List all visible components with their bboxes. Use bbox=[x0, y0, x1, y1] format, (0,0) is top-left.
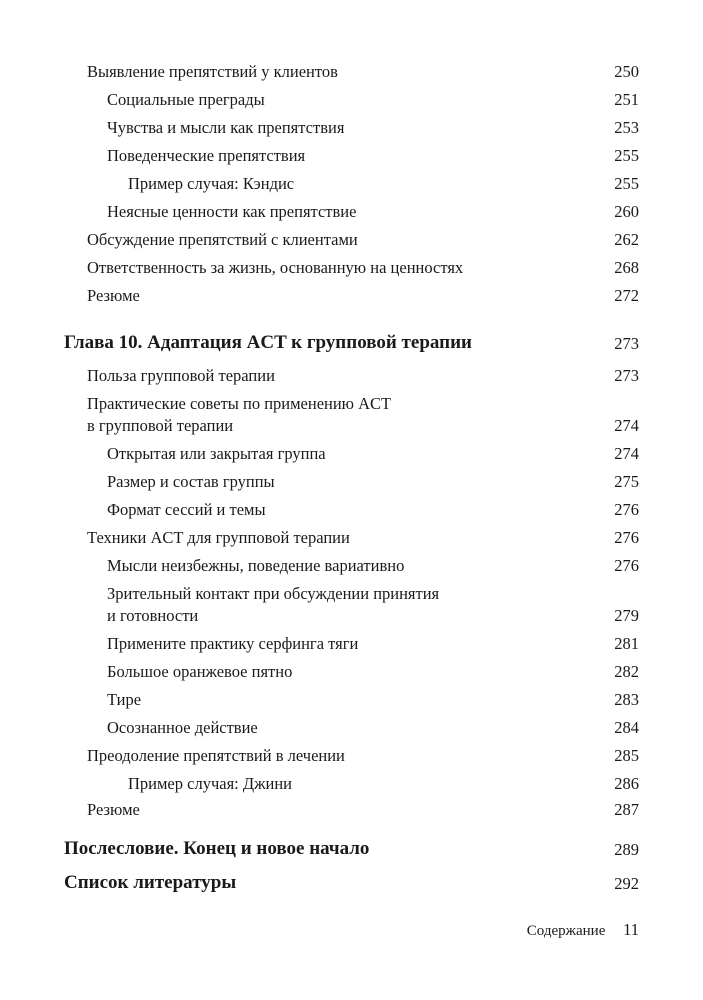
toc-entry-page: 274 bbox=[614, 444, 639, 463]
toc-entry-page: 286 bbox=[614, 774, 639, 793]
toc-entry-title: Большое оранжевое пятно bbox=[107, 662, 293, 681]
toc-entry-page: 273 bbox=[614, 366, 639, 385]
toc-entry-title: Пример случая: Кэндис bbox=[128, 174, 295, 193]
toc-entry-title: Зрительный контакт при обсуждении принятия bbox=[107, 584, 440, 603]
toc-entry-page: 281 bbox=[614, 634, 639, 653]
toc-entry-title: Резюме bbox=[87, 286, 140, 305]
toc-entry-page: 276 bbox=[614, 500, 639, 519]
toc-entry-page: 279 bbox=[614, 606, 639, 625]
toc-entry-page: 255 bbox=[614, 174, 639, 193]
toc-entry-title: Мысли неизбежны, поведение вариативно bbox=[107, 556, 405, 575]
toc-entry-page: 251 bbox=[614, 90, 639, 109]
toc-chapter-title: Список литературы bbox=[64, 872, 237, 893]
toc-entry-title: Поведенческие препятствия bbox=[107, 146, 306, 165]
toc-entry-page: 285 bbox=[614, 746, 639, 765]
toc-entry-page: 260 bbox=[614, 202, 639, 221]
toc-entry-title: Практические советы по применению ACT bbox=[87, 394, 392, 413]
toc-chapter-title: Глава 10. Адаптация ACT к групповой терапии bbox=[64, 332, 472, 353]
toc-entry-title-continued: в групповой терапии bbox=[87, 416, 234, 435]
page-number: 11 bbox=[623, 920, 639, 939]
toc-entry-title: Тире bbox=[107, 690, 142, 709]
toc-entry-title: Осознанное действие bbox=[107, 718, 258, 737]
toc-entry-page: 255 bbox=[614, 146, 639, 165]
toc-entry-title: Техники ACT для групповой терапии bbox=[87, 528, 350, 547]
toc-entry-page: 274 bbox=[614, 416, 639, 435]
toc-entry-page: 273 bbox=[614, 334, 639, 353]
toc-entry-page: 292 bbox=[614, 874, 639, 893]
toc-entry-title: Чувства и мысли как препятствия bbox=[107, 118, 345, 137]
toc-entry-page: 287 bbox=[614, 800, 639, 819]
toc-entry-page: 282 bbox=[614, 662, 639, 681]
running-footer-section: Содержание bbox=[526, 923, 606, 939]
toc-entry-page: 283 bbox=[614, 690, 639, 709]
toc-entry-page: 253 bbox=[614, 118, 639, 137]
page-footer bbox=[527, 920, 639, 941]
toc-entry-title: Преодоление препятствий в лечении bbox=[87, 746, 345, 765]
toc-entry-title: Польза групповой терапии bbox=[87, 366, 275, 385]
toc-entry-title: Пример случая: Джини bbox=[128, 774, 293, 793]
toc-entry-title-continued: и готовности bbox=[107, 606, 199, 625]
toc-entry-title: Формат сессий и темы bbox=[107, 500, 266, 519]
toc-entry-page: 276 bbox=[614, 528, 639, 547]
toc-entry-page: 262 bbox=[614, 230, 639, 249]
toc-entry-title: Открытая или закрытая группа bbox=[107, 444, 326, 463]
toc-entry-title: Обсуждение препятствий с клиентами bbox=[87, 230, 358, 249]
toc-entry-title: Резюме bbox=[87, 800, 140, 819]
toc-entry-page: 272 bbox=[614, 286, 639, 305]
toc-entry-page: 284 bbox=[614, 718, 639, 737]
toc-entry-page: 276 bbox=[614, 556, 639, 575]
toc-entry-page: 275 bbox=[614, 472, 639, 491]
toc-entry-title: Социальные преграды bbox=[107, 90, 265, 109]
toc-entry-page: 250 bbox=[614, 62, 639, 81]
toc-entry-title: Размер и состав группы bbox=[107, 472, 275, 491]
toc-chapter-title: Послесловие. Конец и новое начало bbox=[64, 838, 370, 859]
toc-entry-page: 268 bbox=[614, 258, 639, 277]
toc-entry-title: Ответственность за жизнь, основанную на ценностях bbox=[87, 258, 464, 277]
toc-entry-title: Примените практику серфинга тяги bbox=[107, 634, 359, 653]
toc-entry-title: Неясные ценности как препятствие bbox=[107, 202, 357, 221]
toc-entry-page: 289 bbox=[614, 840, 639, 859]
toc-entry-title: Выявление препятствий у клиентов bbox=[87, 62, 338, 81]
